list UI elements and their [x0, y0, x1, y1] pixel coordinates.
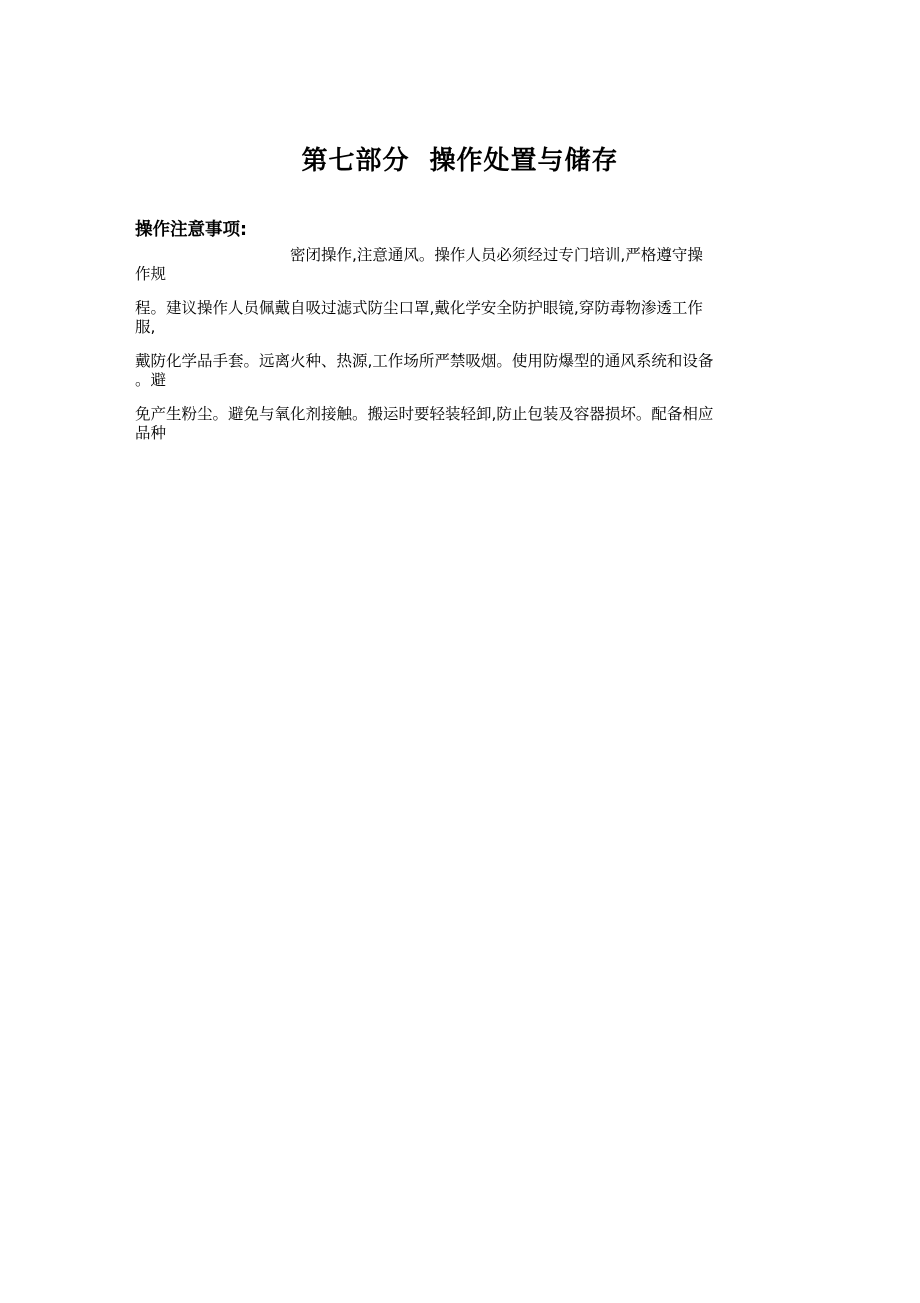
section-label-handling-precautions: 操作注意事项:: [135, 220, 247, 240]
paragraph-1: [135, 246, 735, 284]
paragraph-3: [135, 352, 735, 390]
paragraph-3-line-2: 。避: [135, 371, 167, 389]
paragraph-2: [135, 299, 735, 337]
paragraph-2-line-1: 程。建议操作人员佩戴自吸过滤式防尘口罩,戴化学安全防护眼镜,穿防毒物渗透工作: [135, 299, 703, 317]
paragraph-2-line-2: 服,: [135, 318, 156, 336]
page-title: 第七部分 操作处置与储存: [301, 146, 619, 176]
paragraph-1-line-2: 作规: [135, 265, 167, 283]
document-body: [135, 219, 735, 458]
paragraph-4-line-2: 品种: [135, 424, 167, 442]
paragraph-4: [135, 405, 735, 443]
paragraph-1-line-1: 密闭操作,注意通风。操作人员必须经过专门培训,严格遵守操: [290, 246, 703, 264]
paragraph-4-line-1: 免产生粉尘。避免与氧化剂接触。搬运时要轻装轻卸,防止包装及容器损坏。配备相应: [135, 405, 714, 423]
paragraph-3-line-1: 戴防化学品手套。远离火种、热源,工作场所严禁吸烟。使用防爆型的通风系统和设备: [135, 352, 714, 370]
